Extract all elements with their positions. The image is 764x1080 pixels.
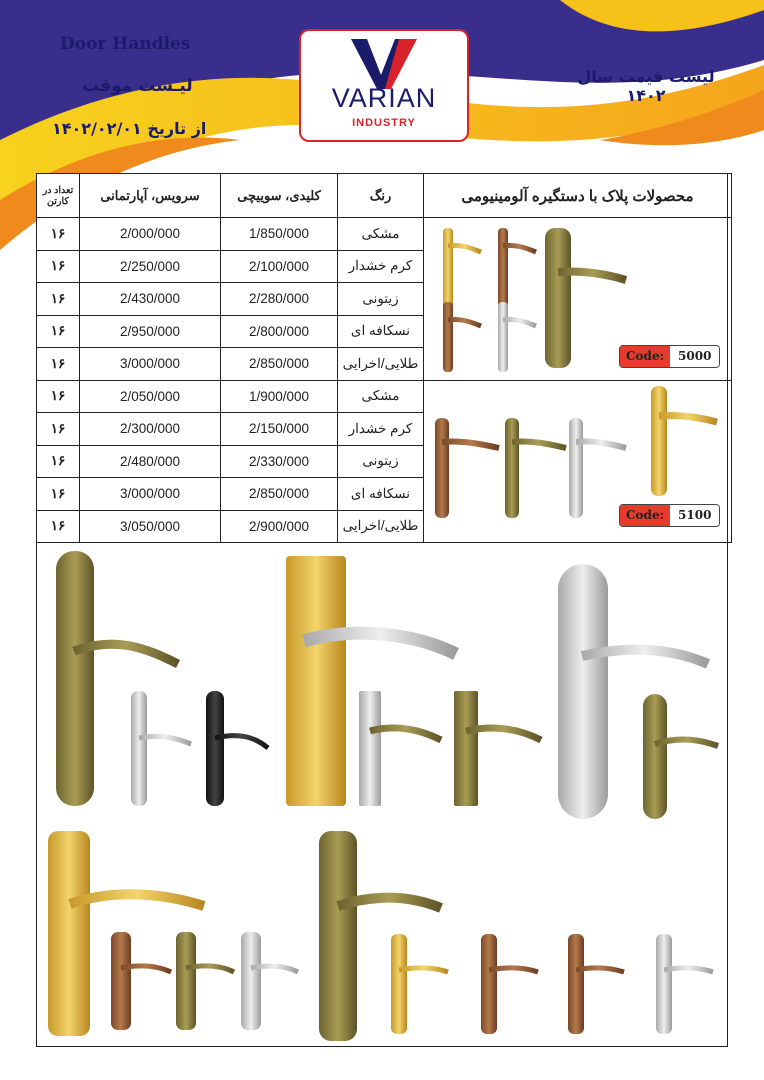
code-value: 5100 — [670, 505, 719, 526]
handle-silver-slim-icon — [131, 691, 191, 806]
product-gallery — [36, 536, 728, 1046]
key-price-cell: 2/330/000 — [221, 445, 338, 478]
header-color: رنگ — [338, 174, 424, 218]
key-price-cell: 1/850/000 — [221, 218, 338, 251]
code-label: Code: — [620, 505, 670, 526]
color-cell: زیتونی — [338, 283, 424, 316]
brand-logo — [299, 29, 469, 142]
color-cell: مشکی — [338, 218, 424, 251]
handle-olive-5100-icon — [505, 418, 566, 518]
color-cell: نسکافه ای — [338, 478, 424, 511]
header-product: محصولات پلاک با دستگیره آلومینیومی — [424, 174, 732, 218]
key-price-cell: 2/280/000 — [221, 283, 338, 316]
service-price-cell: 3/050/000 — [80, 510, 221, 543]
color-cell: نسکافه ای — [338, 315, 424, 348]
logo-v-mark-icon — [301, 31, 467, 91]
code-badge-5000 — [619, 345, 720, 368]
service-price-cell: 3/000/000 — [80, 348, 221, 381]
key-price-cell: 2/850/000 — [221, 348, 338, 381]
handle-bronze-small-row2-icon — [111, 932, 171, 1030]
handle-silver-square-icon — [359, 691, 441, 806]
qty-cell: ۱۶ — [37, 218, 80, 251]
key-price-cell: 2/150/000 — [221, 413, 338, 446]
service-price-cell: 2/480/000 — [80, 445, 221, 478]
header-key-price: کلیدی، سوییچی — [221, 174, 338, 218]
title-english: Door Handles — [60, 34, 191, 54]
date-line: از تاریخ ۱۴۰۲/۰۲/۰۱ — [52, 119, 207, 138]
handle-olive-rounded-icon — [643, 694, 718, 819]
handle-silver-small-row2-icon — [241, 932, 298, 1030]
handle-olive-large-icon — [545, 228, 626, 368]
service-price-cell: 2/050/000 — [80, 380, 221, 413]
color-cell: طلایی/اخرایی — [338, 348, 424, 381]
handle-bronze-5100-icon — [435, 418, 499, 518]
code-badge-5100 — [619, 504, 720, 527]
key-price-cell: 2/100/000 — [221, 250, 338, 283]
qty-cell: ۱۶ — [37, 250, 80, 283]
handle-olive-ornate-icon — [56, 551, 178, 806]
qty-cell: ۱۶ — [37, 315, 80, 348]
key-price-cell: 2/850/000 — [221, 478, 338, 511]
handle-silver-small-row2b-icon — [656, 934, 713, 1034]
handle-olive-small-row2-icon — [176, 932, 234, 1030]
service-price-cell: 2/000/000 — [80, 218, 221, 251]
qty-cell: ۱۶ — [37, 445, 80, 478]
logo-subtitle: INDUSTRY — [352, 117, 416, 129]
key-price-cell: 2/900/000 — [221, 510, 338, 543]
service-price-cell: 2/250/000 — [80, 250, 221, 283]
qty-cell: ۱۶ — [37, 380, 80, 413]
qty-cell: ۱۶ — [37, 348, 80, 381]
logo-wordmark: VARIAN — [331, 83, 437, 113]
handle-gold-small-row2-icon — [391, 934, 448, 1034]
header-qty-per-carton: تعداد در کارتن — [37, 174, 80, 218]
service-price-cell: 2/430/000 — [80, 283, 221, 316]
qty-cell: ۱۶ — [37, 413, 80, 446]
handle-bronze-small-icon — [443, 302, 481, 372]
color-cell: زیتونی — [338, 445, 424, 478]
handle-bronze-icon — [498, 228, 536, 308]
handle-gold-icon — [443, 228, 481, 308]
service-price-cell: 3/000/000 — [80, 478, 221, 511]
product-photos-table — [421, 216, 728, 536]
color-cell: کرم خشدار — [338, 250, 424, 283]
handle-bronze-small-row2b-icon — [481, 934, 538, 1034]
price-list-title: لیست قیمت سال ۱۴۰۲ — [577, 67, 715, 105]
handle-gold-5100-icon — [651, 386, 717, 496]
title-temporary-list: لیـست موقت — [82, 76, 193, 96]
key-price-cell: 1/900/000 — [221, 380, 338, 413]
handle-silver-rounded-icon — [558, 564, 708, 819]
code-value: 5000 — [670, 346, 719, 367]
color-cell: طلایی/اخرایی — [338, 510, 424, 543]
qty-cell: ۱۶ — [37, 510, 80, 543]
handle-silver-icon — [498, 302, 536, 372]
service-price-cell: 2/300/000 — [80, 413, 221, 446]
header-service-price: سرویس، آپارتمانی — [80, 174, 221, 218]
handle-bronze-small-row2c-icon — [568, 934, 624, 1034]
service-price-cell: 2/950/000 — [80, 315, 221, 348]
key-price-cell: 2/800/000 — [221, 315, 338, 348]
qty-cell: ۱۶ — [37, 478, 80, 511]
handle-olive-large-row2-icon — [319, 831, 441, 1041]
color-cell: مشکی — [338, 380, 424, 413]
handle-black-icon — [206, 691, 268, 806]
code-label: Code: — [620, 346, 670, 367]
handle-silver-5100-icon — [569, 418, 626, 518]
qty-cell: ۱۶ — [37, 283, 80, 316]
handle-olive-square-icon — [454, 691, 541, 806]
color-cell: کرم خشدار — [338, 413, 424, 446]
